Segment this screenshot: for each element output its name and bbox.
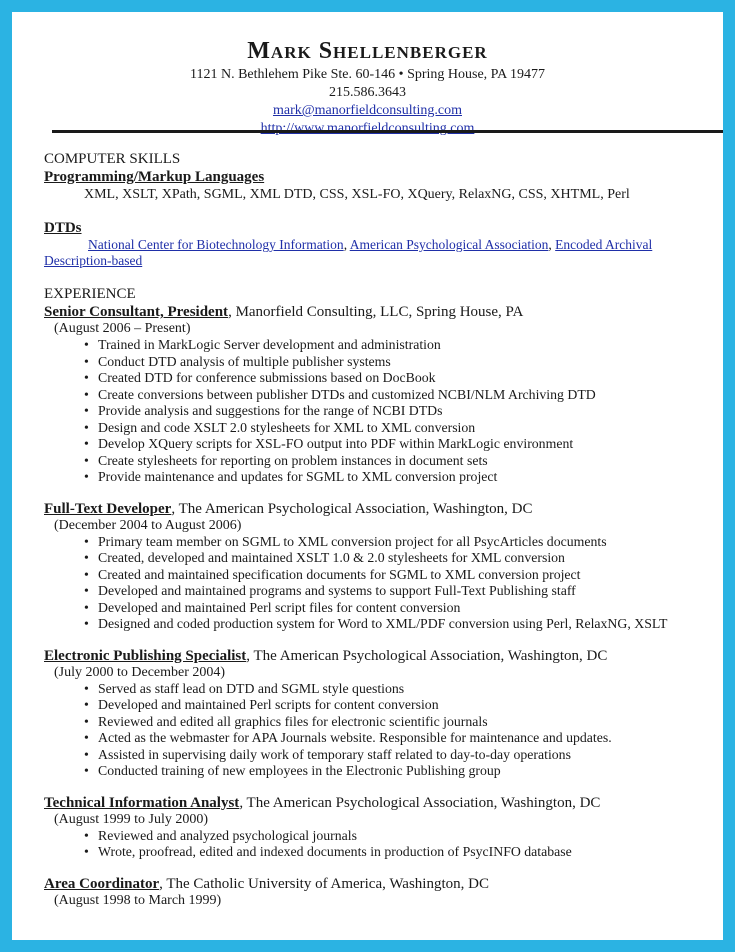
duty-item: • Design and code XSLT 2.0 stylesheets for XML to XML conversion bbox=[86, 420, 716, 437]
duty-item: • Conducted training of new employees in the Electronic Publishing group bbox=[86, 763, 716, 780]
website-link[interactable]: http://www.manorfieldconsulting.com bbox=[260, 121, 475, 136]
duty-item: • Developed and maintained Perl scripts for content conversion bbox=[86, 697, 716, 714]
resume-body bbox=[44, 150, 716, 909]
candidate-name: Mark Shellenberger bbox=[247, 38, 488, 64]
duty-item: • Developed and maintained Perl script files for content conversion bbox=[86, 600, 716, 617]
duty-item: • Create conversions between publisher DTDs and customized NCBI/NLM Archiving DTD bbox=[86, 387, 716, 404]
job-duties bbox=[44, 337, 716, 486]
duty-item: • Created and maintained specification documents for SGML to XML conversion project bbox=[86, 567, 716, 584]
job-organization: , The American Psychological Association, Washington, DC bbox=[171, 500, 533, 517]
duty-item: • Designed and coded production system for Word to XML/PDF conversion using Perl, RelaxNG, XSLT bbox=[86, 616, 716, 633]
experience-section bbox=[44, 285, 716, 909]
job-title: Full-Text Developer bbox=[44, 500, 172, 517]
duty-item: • Developed and maintained programs and systems to support Full-Text Publishing staff bbox=[86, 583, 716, 600]
duty-item: • Conduct DTD analysis of multiple publisher systems bbox=[86, 354, 716, 371]
job-duties bbox=[44, 534, 716, 633]
languages-heading: Programming/Markup Languages bbox=[44, 169, 265, 185]
duty-item: • Acted as the webmaster for APA Journals website. Responsible for maintenance and updates. bbox=[86, 730, 716, 747]
job-dates: (August 1999 to July 2000) bbox=[54, 811, 208, 827]
header-divider bbox=[52, 130, 723, 133]
computer-skills-heading: COMPUTER SKILLS bbox=[44, 151, 181, 167]
dtd-link-apa[interactable]: American Psychological Association bbox=[349, 237, 549, 252]
job-title: Area Coordinator bbox=[44, 875, 160, 892]
duty-item: • Develop XQuery scripts for XSL-FO output into PDF within MarkLogic environment bbox=[86, 436, 716, 453]
duty-item: • Created DTD for conference submissions based on DocBook bbox=[86, 370, 716, 387]
job-title: Senior Consultant, President bbox=[44, 304, 229, 320]
dtd-link-ead[interactable]: Encoded Archival bbox=[555, 237, 653, 252]
duty-item: • Provide maintenance and updates for SGML to XML conversion project bbox=[86, 469, 716, 486]
address-line: 1121 N. Bethlehem Pike Ste. 60-146 • Spring House, PA 19477 bbox=[189, 67, 546, 82]
job-organization: , The Catholic University of America, Washington, DC bbox=[159, 875, 489, 892]
duty-item: • Reviewed and analyzed psychological journals bbox=[86, 828, 716, 845]
duty-item: • Create stylesheets for reporting on problem instances in document sets bbox=[86, 453, 716, 470]
job-entry bbox=[44, 647, 716, 780]
job-duties bbox=[44, 828, 716, 861]
duty-item: • Served as staff lead on DTD and SGML style questions bbox=[86, 681, 716, 698]
job-entry bbox=[44, 794, 716, 861]
duty-item: • Assisted in supervising daily work of temporary staff related to day-to-day operations bbox=[86, 747, 716, 764]
job-organization: , Manorfield Consulting, LLC, Spring House, PA bbox=[228, 304, 524, 320]
dtd-link-ncbi[interactable]: National Center for Biotechnology Information bbox=[88, 237, 344, 252]
duty-item: • Primary team member on SGML to XML conversion project for all PsycArticles documents bbox=[86, 534, 716, 551]
job-entry bbox=[44, 875, 716, 909]
duty-item: • Reviewed and edited all graphics files for electronic scientific journals bbox=[86, 714, 716, 731]
computer-skills-section bbox=[44, 150, 716, 269]
job-entry bbox=[44, 303, 716, 486]
dtds-heading: DTDs bbox=[44, 220, 82, 236]
job-organization: , The American Psychological Association, Washington, DC bbox=[239, 794, 601, 811]
job-title: Electronic Publishing Specialist bbox=[44, 647, 247, 664]
duty-item: • Created, developed and maintained XSLT 1.0 & 2.0 stylesheets for XML conversion bbox=[86, 550, 716, 567]
duty-item: • Wrote, proofread, edited and indexed documents in production of PsycINFO database bbox=[86, 844, 716, 861]
experience-heading: EXPERIENCE bbox=[44, 286, 136, 302]
job-dates: (August 1998 to March 1999) bbox=[54, 892, 222, 908]
job-title: Technical Information Analyst bbox=[44, 794, 240, 811]
dtd-links-row bbox=[44, 237, 716, 253]
job-dates: (December 2004 to August 2006) bbox=[54, 517, 242, 533]
separator: , bbox=[548, 237, 556, 252]
job-duties bbox=[44, 681, 716, 780]
resume-page bbox=[12, 12, 723, 940]
dtd-link-ead-continued[interactable]: Description-based bbox=[44, 253, 143, 268]
languages-list: XML, XSLT, XPath, SGML, XML DTD, CSS, XSL-FO, XQuery, RelaxNG, CSS, XHTML, Perl bbox=[84, 187, 630, 202]
job-organization: , The American Psychological Association, Washington, DC bbox=[246, 647, 608, 664]
duty-item: • Provide analysis and suggestions for the range of NCBI DTDs bbox=[86, 403, 716, 420]
email-link[interactable]: mark@manorfieldconsulting.com bbox=[272, 103, 462, 118]
duty-item: • Trained in MarkLogic Server development and administration bbox=[86, 337, 716, 354]
resume-header bbox=[12, 36, 723, 138]
job-entry bbox=[44, 500, 716, 633]
job-dates: (August 2006 – Present) bbox=[54, 321, 191, 336]
phone-line: 215.586.3643 bbox=[329, 85, 406, 100]
separator: , bbox=[343, 237, 350, 252]
job-dates: (July 2000 to December 2004) bbox=[54, 664, 226, 680]
